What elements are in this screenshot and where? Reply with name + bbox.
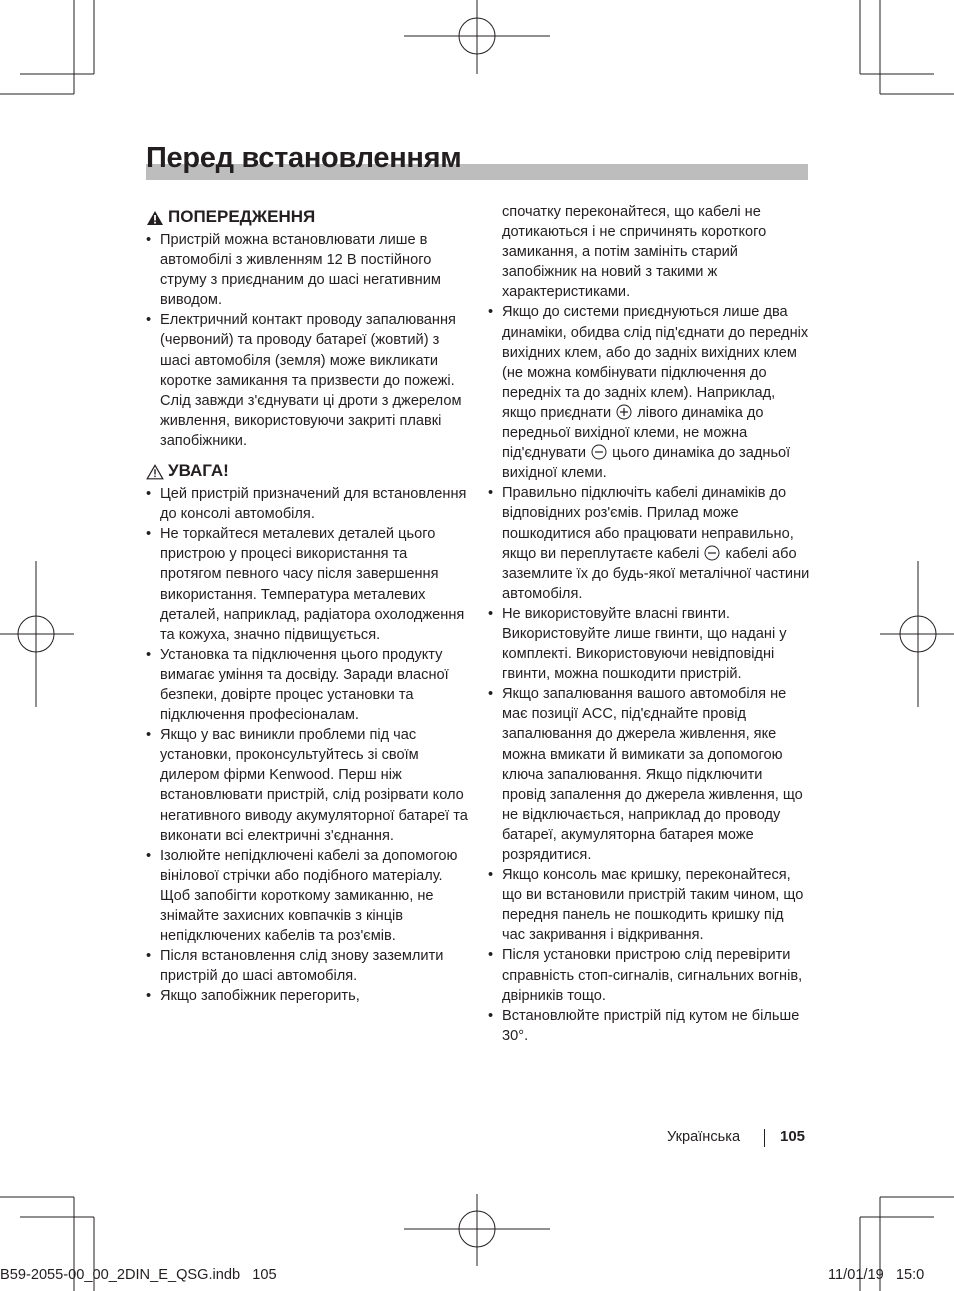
list-item: • Електричний контакт проводу запалювання (червоний) та проводу батареї (жовтий) з шасі автомобіля (земля) може викликати коротке замикання та призвести до пожежі. Слід завжди з'єднувати ці дроти з джерелом живлення, використовуючи закриті плавкі запобіжники. [146, 310, 471, 451]
print-slug-datetime: 11/01/19 15:0 [828, 1267, 925, 1283]
caution-list-left [146, 484, 471, 1006]
caution-heading [146, 459, 471, 484]
list-item: • Не використовуйте власні гвинти. Використовуйте лише гвинти, що надані у комплекті. Використовуючи невідповідні гвинти, можна пошкодити пристрій. [488, 604, 810, 684]
list-item: • Після установки пристрою слід перевірити справність стоп-сигналів, сигнальних вогнів, двірників тощо. [488, 945, 810, 1005]
list-item: • Установка та підключення цього продукту вимагає уміння та досвіду. Заради власної безпеки, довірте процес установки та підключення професіоналам. [146, 645, 471, 725]
page-title: Перед встановленням [146, 142, 462, 174]
print-slug-file: B59-2055-00_00_2DIN_E_QSG.indb 105 [0, 1267, 277, 1283]
footer-language: Українська [667, 1129, 741, 1145]
list-item: • Якщо у вас виникли проблеми під час установки, проконсультуйтесь зі своїм дилером фірми Kenwood. Перш ніж встановлювати пристрій, слід розірвати коло негативного виводу акумуляторної батареї та виконати всі електричні з'єднання. [146, 725, 471, 846]
list-item: • Не торкайтеся металевих деталей цього пристрою у процесі використання та протягом певного часу після завершення використання. Температура металевих деталей, наприклад, радіатора охолодження та кожуха, значно підвищується. [146, 524, 471, 645]
list-item: • Встановлюйте пристрій під кутом не більше 30°. [488, 1006, 810, 1046]
speakers-text-1: Якщо до системи приєднуються лише два динаміки, обидва слід під'єднати до передніх вихідних клем, або до задніх вихідних клем (не можна комбінувати підключення до передніх та до задніх клем). Наприклад, якщо приєднати [502, 304, 809, 421]
list-item [488, 302, 810, 483]
speakers-text-3: цього динаміка до задньої вихідної клеми. [502, 445, 791, 482]
list-item: • Після встановлення слід знову заземлити пристрій до шасі автомобіля. [146, 946, 471, 986]
list-item: • Ізолюйте непідключені кабелі за допомогою вінілової стрічки або подібного матеріалу. Щоб запобігти короткому замиканню, не знімайте захисних ковпачків з кінців непідключених кабелів та роз'ємів. [146, 846, 471, 946]
page-number: 105 [780, 1128, 806, 1145]
footer-divider [764, 1129, 765, 1147]
warning-list [146, 230, 471, 451]
right-column [488, 202, 810, 1046]
list-item: • Пристрій можна встановлювати лише в автомобілі з живленням 12 В постійного струму з приєднаним до шасі негативним виводом. [146, 230, 471, 310]
list-item: • Якщо запалювання вашого автомобіля не має позиції ACC, під'єднайте провід запалювання до джерела живлення, яке можна вмикати й вимикати за допомогою ключа запалювання. Якщо підключити провід запалення до джерела живлення, що не відключається, наприклад до проводу батареї, акумуляторна батарея може розрядитися. [488, 684, 810, 865]
speakers-text-2: лівого динаміка до передньої вихідної клеми, не можна під'єднувати [502, 404, 764, 462]
caution-list-right [488, 302, 810, 1045]
plus-terminal-icon [616, 404, 632, 420]
list-item [488, 483, 810, 604]
warning-filled-triangle-icon [146, 210, 164, 226]
warning-heading-label: ПОПЕРЕДЖЕННЯ [168, 207, 316, 227]
warning-heading [146, 205, 471, 230]
ground-text-2: кабелі або заземлите їх до будь-якої металічної частини автомобіля. [502, 545, 810, 602]
caution-heading-label: УВАГА! [168, 461, 229, 481]
ground-text-1: Правильно підключіть кабелі динаміків до відповідних роз'ємів. Прилад може пошкодитися або працювати неправильно, якщо ви переплутаєте кабелі [502, 485, 794, 562]
minus-terminal-icon [591, 444, 607, 460]
list-item: • Якщо запобіжник перегорить, [146, 986, 471, 1006]
continued-paragraph: спочатку переконайтеся, що кабелі не дотикаються і не спричинять короткого замикання, а потім замініть старий запобіжник на новий з такими ж характеристиками. [502, 204, 767, 301]
caution-outline-triangle-icon [146, 464, 164, 480]
list-item: • Якщо консоль має кришку, переконайтеся, що ви встановили пристрій таким чином, що передня панель не пошкодить кришку під час закривання і відкривання. [488, 865, 810, 945]
left-column [146, 205, 471, 1006]
minus-terminal-icon [704, 545, 720, 561]
list-item: • Цей пристрій призначений для встановлення до консолі автомобіля. [146, 484, 471, 524]
